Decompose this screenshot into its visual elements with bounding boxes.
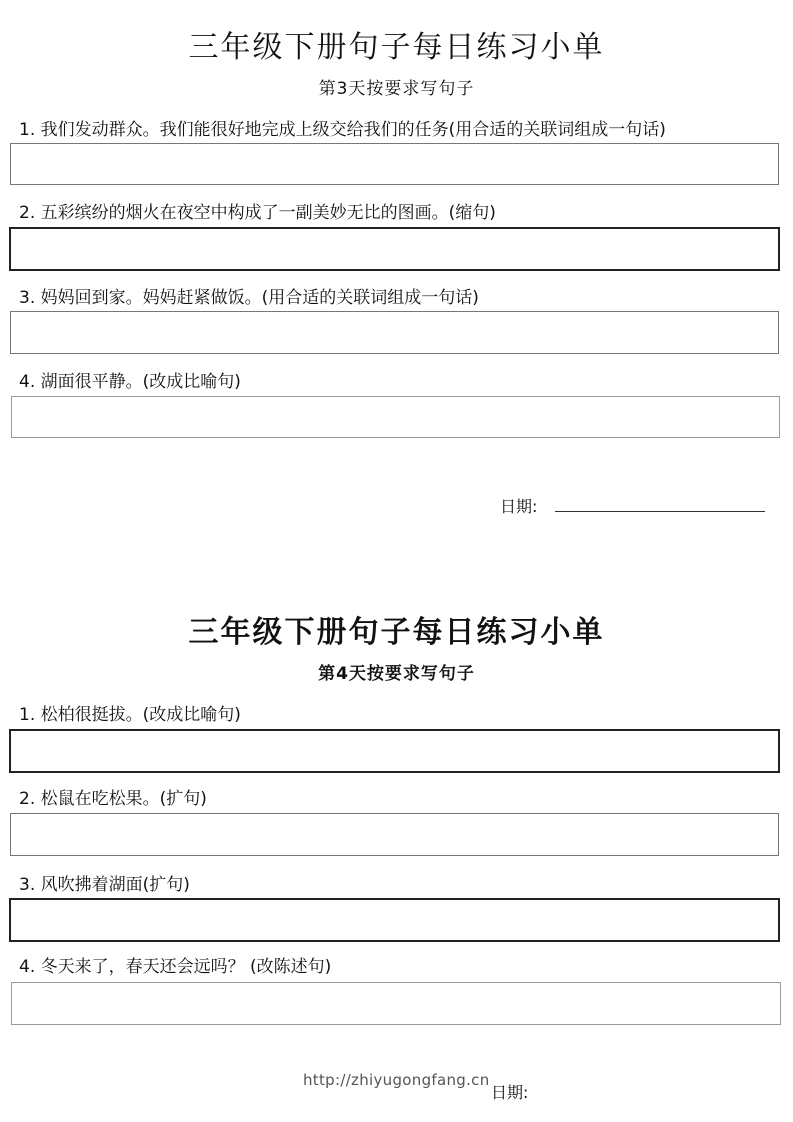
- sheet1-question-4: 4. 湖面很平静。(改成比喻句): [19, 372, 241, 392]
- sheet1-title: 三年级下册句子每日练习小单: [188, 30, 605, 65]
- sheet2-subtitle: 第4天按要求写句子: [318, 664, 475, 684]
- sheet1-question-1: 1. 我们发动群众。我们能很好地完成上级交给我们的任务(用合适的关联词组成一句话): [19, 120, 666, 140]
- sheet2-date-label: 日期:: [491, 1083, 529, 1102]
- sheet2-question-3: 3. 风吹拂着湖面(扩句): [19, 875, 190, 895]
- sheet2-title: 三年级下册句子每日练习小单: [188, 615, 605, 650]
- sheet1-date-label: 日期:: [500, 497, 538, 516]
- sheet1-subtitle: 第3天按要求写句子: [318, 79, 475, 99]
- sheet1-answer-box-2[interactable]: [9, 227, 780, 271]
- sheet1-answer-box-1[interactable]: [10, 143, 779, 185]
- sheet2-answer-box-3[interactable]: [9, 898, 780, 942]
- sheet1-answer-box-3[interactable]: [10, 311, 779, 354]
- sheet2-question-1: 1. 松柏很挺拔。(改成比喻句): [19, 705, 241, 725]
- sheet2-question-4: 4. 冬天来了，春天还会远吗？ (改陈述句): [19, 957, 332, 977]
- sheet2-answer-box-1[interactable]: [9, 729, 780, 773]
- sheet1-answer-box-4[interactable]: [11, 396, 780, 438]
- sheet2-answer-box-2[interactable]: [10, 813, 779, 856]
- sheet1-date-line[interactable]: [555, 511, 765, 512]
- sheet2-question-2: 2. 松鼠在吃松果。(扩句): [19, 789, 207, 809]
- sheet2-answer-box-4[interactable]: [11, 982, 781, 1025]
- sheet1-question-3: 3. 妈妈回到家。妈妈赶紧做饭。(用合适的关联词组成一句话): [19, 288, 479, 308]
- footer-url[interactable]: http://zhiyugongfang.cn: [303, 1071, 490, 1089]
- sheet1-question-2: 2. 五彩缤纷的烟火在夜空中构成了一副美妙无比的图画。(缩句): [19, 203, 496, 223]
